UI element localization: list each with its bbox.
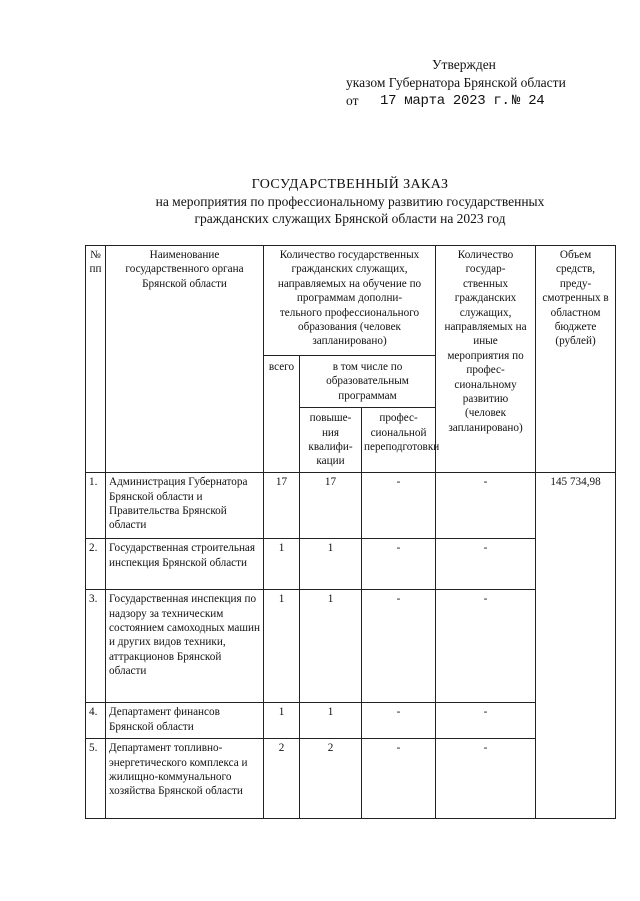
row-other: - (436, 473, 536, 539)
approval-from-label: от (346, 93, 359, 108)
approval-title: Утвержден (432, 57, 496, 72)
row-other: - (436, 590, 536, 703)
row-retraining: - (362, 739, 436, 819)
row-num: 4. (86, 703, 106, 739)
row-qualification: 1 (300, 590, 362, 703)
header-retraining: профес-сиональной переподготовки (362, 408, 436, 473)
row-num: 3. (86, 590, 106, 703)
approval-number: № 24 (512, 93, 545, 109)
row-total: 1 (264, 703, 300, 739)
row-name: Департамент топливно-энергетического комплекса и жилищно-коммунального хозяйства Брянской области (106, 739, 264, 819)
row-name: Государственная инспекция по надзору за техническим состоянием самоходных машин и других видов техники, аттракционов Брянской области (106, 590, 264, 703)
approval-block (346, 56, 616, 110)
row-total: 1 (264, 539, 300, 590)
header-row-1 (86, 246, 616, 356)
header-qty: Количество государственных гражданских служащих, направляемых на обучение по программам дополни-тельного профессионального образования (человек запланировано) (264, 246, 436, 356)
row-qualification: 17 (300, 473, 362, 539)
row-qualification: 1 (300, 539, 362, 590)
document-title (90, 176, 610, 227)
row-other: - (436, 703, 536, 739)
approval-date: 17 марта 2023 г. (380, 93, 510, 109)
row-qualification: 2 (300, 739, 362, 819)
title-main: ГОСУДАРСТВЕННЫЙ ЗАКАЗ (251, 177, 449, 192)
header-total: всего (264, 356, 300, 473)
budget-value: 145 734,98 (536, 473, 616, 819)
table-row (86, 473, 616, 539)
row-num: 2. (86, 539, 106, 590)
header-name: Наименование государственного органа Брянской области (106, 246, 264, 473)
row-qualification: 1 (300, 703, 362, 739)
row-name: Департамент финансов Брянской области (106, 703, 264, 739)
row-total: 2 (264, 739, 300, 819)
approval-decree: указом Губернатора Брянской области (346, 75, 566, 90)
row-retraining: - (362, 703, 436, 739)
row-retraining: - (362, 590, 436, 703)
title-subtitle-1: на мероприятия по профессиональному развитию государственных (155, 194, 545, 209)
header-incl: в том числе по образовательным программам (300, 356, 436, 408)
header-num: № пп (86, 246, 106, 473)
row-num: 1. (86, 473, 106, 539)
row-total: 1 (264, 590, 300, 703)
row-num: 5. (86, 739, 106, 819)
row-other: - (436, 539, 536, 590)
header-qualification: повыше-ния квалифи-кации (300, 408, 362, 473)
approval-date-line (346, 92, 616, 110)
row-retraining: - (362, 473, 436, 539)
row-name: Государственная строительная инспекция Брянской области (106, 539, 264, 590)
row-name: Администрация Губернатора Брянской области и Правительства Брянской области (106, 473, 264, 539)
row-other: - (436, 739, 536, 819)
row-total: 17 (264, 473, 300, 539)
state-order-table (85, 245, 616, 819)
header-other: Количество государ-ственных гражданских служащих, направляемых на иные мероприятия по профес-сиональному развитию (человек запланировано) (436, 246, 536, 473)
row-retraining: - (362, 539, 436, 590)
header-budget: Объем средств, преду-смотренных в областном бюджете (рублей) (536, 246, 616, 473)
title-subtitle-2: гражданских служащих Брянской области на 2023 год (194, 211, 506, 226)
